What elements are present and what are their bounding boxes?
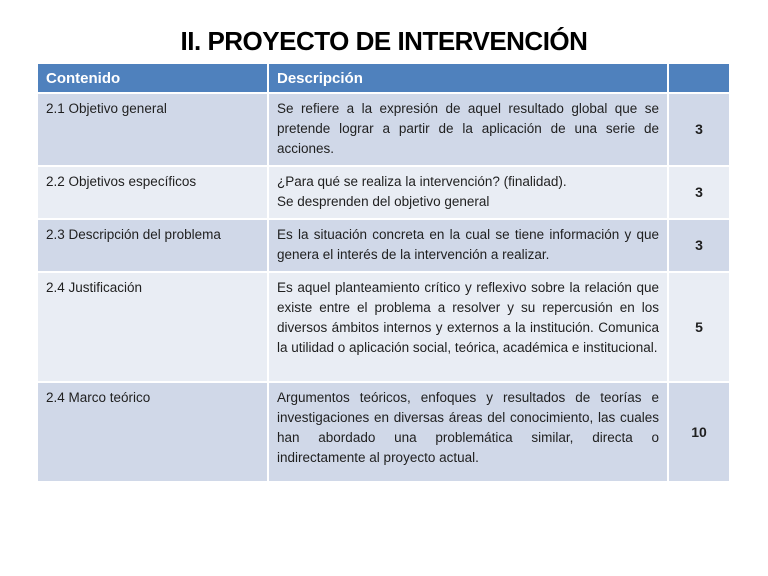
table-row: [38, 382, 729, 482]
table-header-row: [38, 64, 729, 93]
content-table: [38, 64, 729, 483]
header-puntaje: [668, 64, 729, 93]
table-row: [38, 166, 729, 219]
cell-descripcion: Argumentos teóricos, enfoques y resultados de teorías e investigaciones en diversas áreas del conocimiento, las cuales han abordado una problemática similar, directa o indirectamente al proyecto actual.: [268, 382, 668, 482]
cell-puntaje: 5: [668, 272, 729, 382]
cell-puntaje: 3: [668, 93, 729, 166]
header-contenido: Contenido: [38, 64, 268, 93]
cell-descripcion-line: ¿Para qué se realiza la intervención? (finalidad).: [277, 174, 567, 189]
table-row: [38, 93, 729, 166]
cell-puntaje: 3: [668, 166, 729, 219]
cell-contenido: 2.4 Marco teórico: [38, 382, 268, 482]
cell-descripcion: [268, 166, 668, 219]
cell-contenido: 2.3 Descripción del problema: [38, 219, 268, 272]
page-title: II. PROYECTO DE INTERVENCIÓN: [180, 26, 588, 56]
table-row: [38, 272, 729, 382]
cell-descripcion: Se refiere a la expresión de aquel resultado global que se pretende lograr a partir de la aplicación de una serie de acciones.: [268, 93, 668, 166]
cell-puntaje: 3: [668, 219, 729, 272]
cell-descripcion: Es aquel planteamiento crítico y reflexivo sobre la relación que existe entre el problema a resolver y su repercusión en los diversos ámbitos internos y externos a la institución. Comunica la utilidad o aplicación social, teórica, académica e institucional.: [268, 272, 668, 382]
cell-contenido: 2.2 Objetivos específicos: [38, 166, 268, 219]
cell-descripcion-line: Se desprenden del objetivo general: [277, 194, 490, 209]
cell-contenido: 2.1 Objetivo general: [38, 93, 268, 166]
cell-descripcion: Es la situación concreta en la cual se tiene información y que genera el interés de la intervención a realizar.: [268, 219, 668, 272]
cell-puntaje: 10: [668, 382, 729, 482]
cell-contenido: 2.4 Justificación: [38, 272, 268, 382]
header-descripcion: Descripción: [268, 64, 668, 93]
table-row: [38, 219, 729, 272]
